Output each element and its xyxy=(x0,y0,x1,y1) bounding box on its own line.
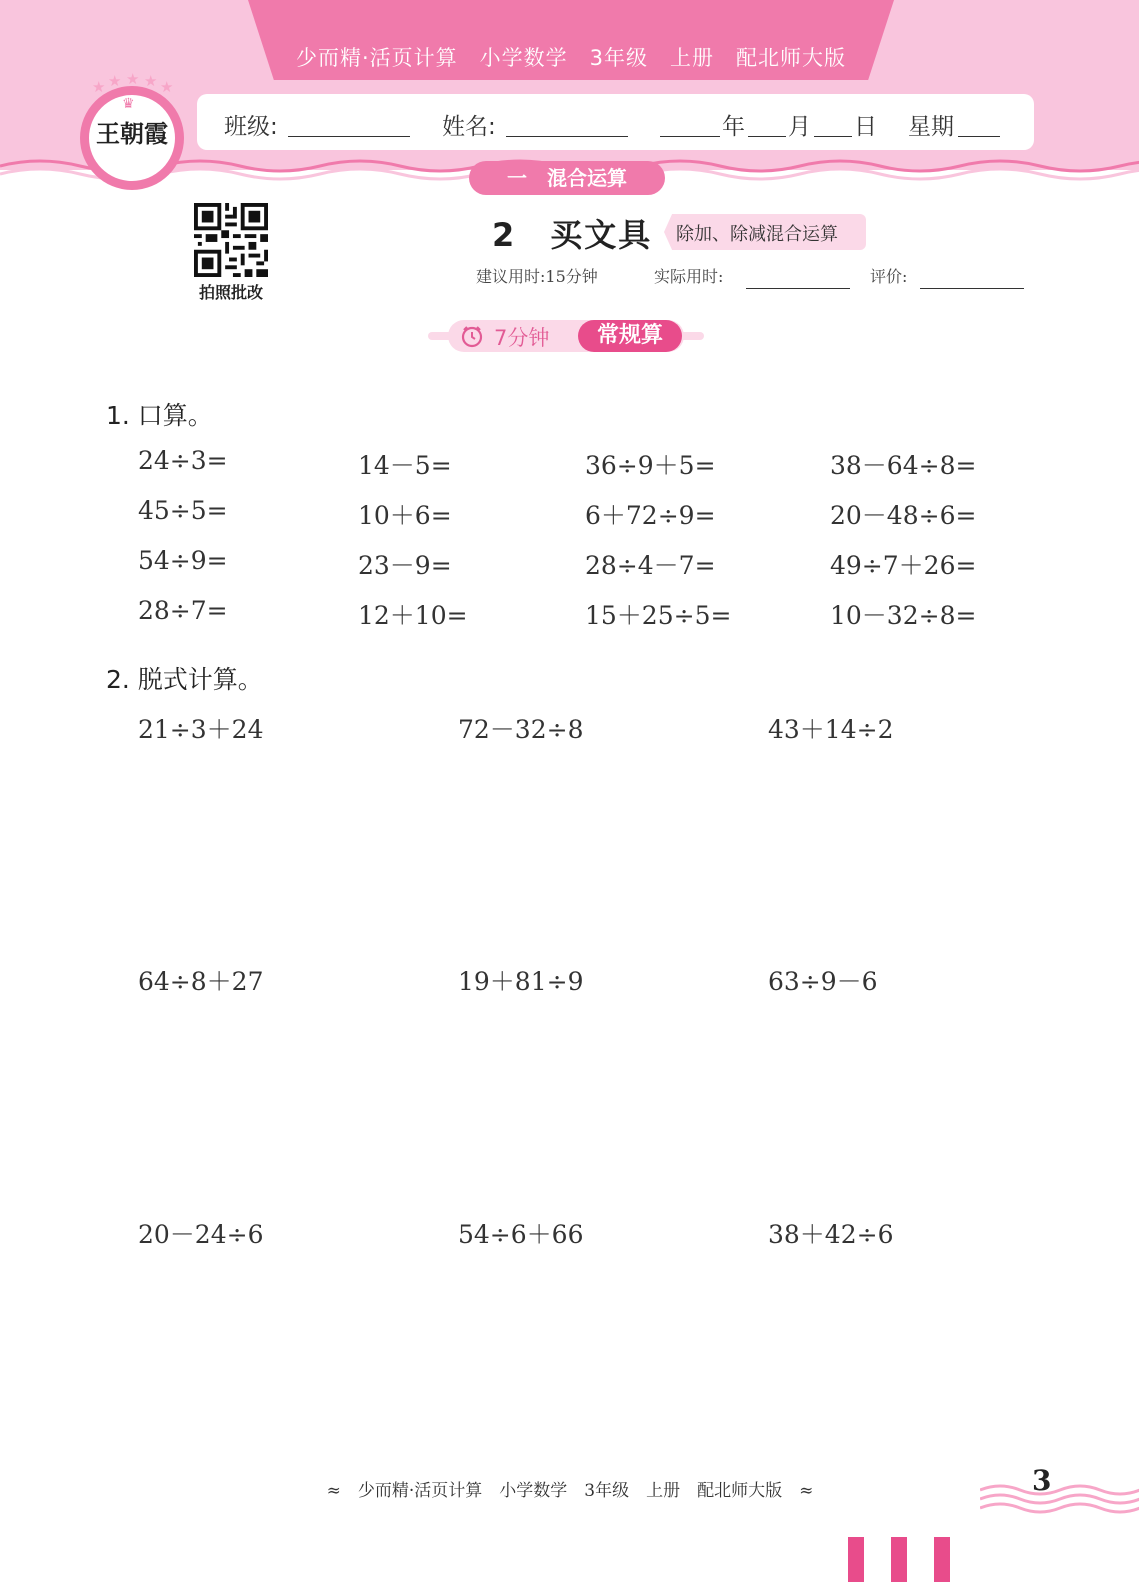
timer-duration: 7分钟 xyxy=(494,326,550,350)
footer-bar xyxy=(848,1537,864,1582)
class-label: 班级: xyxy=(224,114,278,140)
month-field[interactable] xyxy=(748,108,786,137)
q1-item: 14－5= xyxy=(358,451,452,480)
q2-item: 43＋14÷2 xyxy=(768,715,894,744)
q2-item: 38＋42÷6 xyxy=(768,1220,894,1249)
actual-time-field[interactable] xyxy=(746,260,850,289)
star-icon: ★ xyxy=(126,70,140,88)
q1-item: 24÷3= xyxy=(138,446,228,475)
name-field[interactable] xyxy=(506,108,628,137)
evaluation-label: 评价: xyxy=(870,267,908,286)
q1-item: 36÷9＋5= xyxy=(585,451,716,480)
class-field[interactable] xyxy=(288,108,410,137)
q1-item: 10－32÷8= xyxy=(830,601,977,630)
year-field[interactable] xyxy=(660,108,720,137)
q1-item: 12＋10= xyxy=(358,601,468,630)
topic-text: 除加、除减混合运算 xyxy=(676,224,838,245)
q2-item: 19＋81÷9 xyxy=(458,967,584,996)
q2-item: 63÷9－6 xyxy=(768,967,878,996)
footer-bar xyxy=(891,1537,907,1582)
section-label: 一 混合运算 xyxy=(469,161,665,195)
day-field[interactable] xyxy=(814,108,852,137)
q1-item: 38－64÷8= xyxy=(830,451,977,480)
crown-icon: ♛ xyxy=(122,96,135,112)
q1-item: 6＋72÷9= xyxy=(585,501,716,530)
star-icon: ★ xyxy=(160,78,174,96)
timer-type-badge: 常规算 xyxy=(578,320,682,352)
q1-item: 45÷5= xyxy=(138,496,228,525)
day-label: 日 xyxy=(854,114,877,140)
week-field[interactable] xyxy=(958,108,1000,137)
footer-bar xyxy=(934,1537,950,1582)
page-number: 3 xyxy=(1032,1464,1052,1497)
q1-item: 28÷7= xyxy=(138,596,228,625)
star-icon: ★ xyxy=(108,72,122,90)
series-title: 少而精·活页计算 小学数学 3年级 上册 配北师大版 xyxy=(295,46,847,70)
actual-time-label: 实际用时: xyxy=(654,267,724,286)
q2-item: 21÷3＋24 xyxy=(138,715,264,744)
q2-item: 64÷8＋27 xyxy=(138,967,264,996)
lesson-title: 2 买文具 xyxy=(492,216,653,254)
evaluation-field[interactable] xyxy=(920,260,1024,289)
q1-heading: 1. 口算。 xyxy=(106,401,213,430)
logo-text: 王朝霞 xyxy=(96,119,168,148)
q1-item: 28÷4－7= xyxy=(585,551,716,580)
name-label: 姓名: xyxy=(442,114,496,140)
q1-item: 20－48÷6= xyxy=(830,501,977,530)
star-icon: ★ xyxy=(92,78,106,96)
qr-label: 拍照批改 xyxy=(198,283,263,302)
week-label: 星期 xyxy=(908,114,954,140)
q2-item: 72－32÷8 xyxy=(458,715,584,744)
q1-item: 49÷7＋26= xyxy=(830,551,977,580)
q1-item: 23－9= xyxy=(358,551,452,580)
suggested-time: 建议用时:15分钟 xyxy=(476,267,598,286)
q1-item: 15＋25÷5= xyxy=(585,601,732,630)
q2-item: 54÷6＋66 xyxy=(458,1220,584,1249)
q2-heading: 2. 脱式计算。 xyxy=(106,665,263,694)
clock-icon xyxy=(460,324,484,348)
month-label: 月 xyxy=(788,114,811,140)
qr-code-icon[interactable] xyxy=(193,203,269,277)
q2-item: 20－24÷6 xyxy=(138,1220,264,1249)
year-label: 年 xyxy=(722,114,745,140)
star-icon: ★ xyxy=(144,72,158,90)
q1-item: 10＋6= xyxy=(358,501,452,530)
footer-series-title: ≈ 少而精·活页计算 小学数学 3年级 上册 配北师大版 ≈ xyxy=(326,1481,814,1501)
footer-wave xyxy=(980,1482,1139,1516)
q1-item: 54÷9= xyxy=(138,546,228,575)
